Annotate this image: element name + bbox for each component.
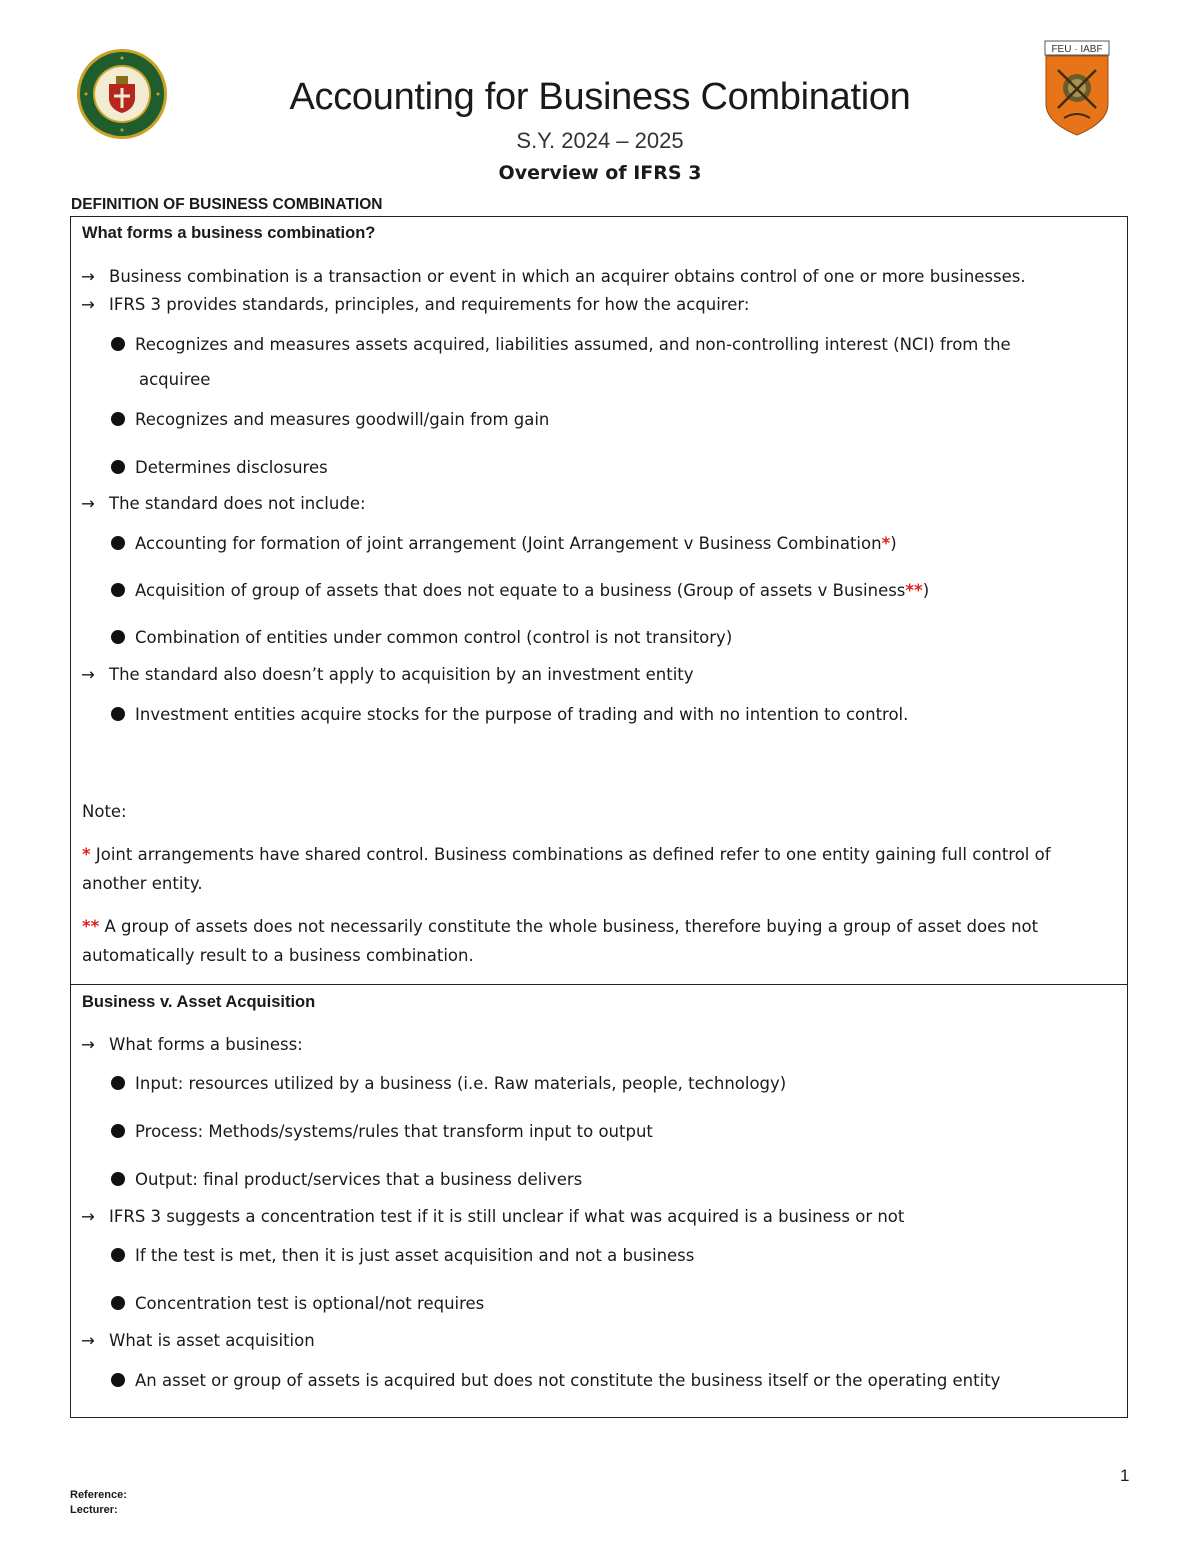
bullet-icon bbox=[111, 460, 125, 474]
box-title: What forms a business combination? bbox=[82, 224, 376, 242]
arrow-icon: → bbox=[81, 1207, 95, 1226]
arrow-icon: → bbox=[81, 494, 95, 513]
arrow-icon: → bbox=[81, 1331, 95, 1350]
list-item: → IFRS 3 suggests a concentration test if it is still unclear if what was acquired is a business or not bbox=[81, 1207, 905, 1226]
bullet-item: Process: Methods/systems/rules that transform input to output bbox=[111, 1122, 653, 1142]
reference-label: Reference: bbox=[70, 1489, 127, 1501]
note-line: another entity. bbox=[82, 874, 203, 893]
asterisk-mark: * bbox=[881, 534, 891, 553]
bullet-item: Determines disclosures bbox=[111, 458, 328, 478]
arrow-icon: → bbox=[81, 295, 95, 314]
arrow-icon: → bbox=[81, 665, 95, 684]
bullet-item: Combination of entities under common control (control is not transitory) bbox=[111, 628, 732, 648]
box-title: Business v. Asset Acquisition bbox=[82, 993, 316, 1011]
bullet-item: Recognizes and measures assets acquired, liabilities assumed, and non-controlling interest (NCI) from the bbox=[111, 335, 1011, 355]
note-line: * Joint arrangements have shared control. Business combinations as defined refer to one entity gaining full control of bbox=[82, 845, 1051, 864]
bullet-item: Recognizes and measures goodwill/gain from gain bbox=[111, 410, 549, 430]
list-item: → What is asset acquisition bbox=[81, 1331, 315, 1350]
document-title: Accounting for Business Combination bbox=[289, 76, 911, 118]
bullet-icon bbox=[111, 1124, 125, 1138]
bullet-item: Concentration test is optional/not requires bbox=[111, 1294, 484, 1314]
bullet-icon bbox=[111, 536, 125, 550]
definition-box bbox=[70, 216, 1128, 985]
page-number: 1 bbox=[1120, 1466, 1130, 1485]
bullet-icon bbox=[111, 412, 125, 426]
list-item: → IFRS 3 provides standards, principles, and requirements for how the acquirer: bbox=[81, 295, 750, 314]
shield-label: FEU · IABF bbox=[1051, 44, 1103, 55]
bullet-item: Accounting for formation of joint arrangement (Joint Arrangement v Business Combination*) bbox=[111, 534, 897, 554]
bullet-item: If the test is met, then it is just asset acquisition and not a business bbox=[111, 1246, 694, 1266]
business-vs-asset-box bbox=[70, 984, 1128, 1418]
list-item: → The standard does not include: bbox=[81, 494, 366, 513]
list-item: → Business combination is a transaction or event in which an acquirer obtains control of one or more businesses. bbox=[81, 267, 1026, 286]
double-asterisk-mark: ** bbox=[905, 581, 923, 600]
bullet-item: Input: resources utilized by a business (i.e. Raw materials, people, technology) bbox=[111, 1074, 786, 1094]
bullet-icon bbox=[111, 337, 125, 351]
note-line: ** A group of assets does not necessarily constitute the whole business, therefore buying a group of asset does not bbox=[82, 917, 1039, 936]
bullet-icon bbox=[111, 707, 125, 721]
double-asterisk-mark: ** bbox=[82, 917, 100, 936]
bullet-item: Acquisition of group of assets that does not equate to a business (Group of assets v Business**) bbox=[111, 581, 929, 601]
arrow-icon: → bbox=[81, 1035, 95, 1054]
bullet-icon bbox=[111, 583, 125, 597]
bullet-icon bbox=[111, 1248, 125, 1262]
bullet-icon bbox=[111, 1373, 125, 1387]
bullet-icon bbox=[111, 1296, 125, 1310]
bullet-continuation: acquiree bbox=[139, 370, 211, 389]
bullet-item: Output: final product/services that a business delivers bbox=[111, 1170, 582, 1190]
list-item: → The standard also doesn’t apply to acquisition by an investment entity bbox=[81, 665, 694, 684]
section-heading: DEFINITION OF BUSINESS COMBINATION bbox=[71, 196, 383, 213]
school-year: S.Y. 2024 – 2025 bbox=[516, 128, 684, 153]
asterisk-mark: * bbox=[82, 845, 91, 864]
note-label: Note: bbox=[82, 802, 127, 821]
bullet-icon bbox=[111, 1172, 125, 1186]
bullet-item: An asset or group of assets is acquired but does not constitute the business itself or the operating entity bbox=[111, 1371, 1000, 1391]
bullet-item: Investment entities acquire stocks for the purpose of trading and with no intention to control. bbox=[111, 705, 908, 725]
arrow-icon: → bbox=[81, 267, 95, 286]
note-line: automatically result to a business combination. bbox=[82, 946, 474, 965]
bullet-icon bbox=[111, 630, 125, 644]
document-subtitle: Overview of IFRS 3 bbox=[498, 162, 702, 184]
lecturer-label: Lecturer: bbox=[70, 1504, 118, 1516]
bullet-icon bbox=[111, 1076, 125, 1090]
list-item: → What forms a business: bbox=[81, 1035, 303, 1054]
